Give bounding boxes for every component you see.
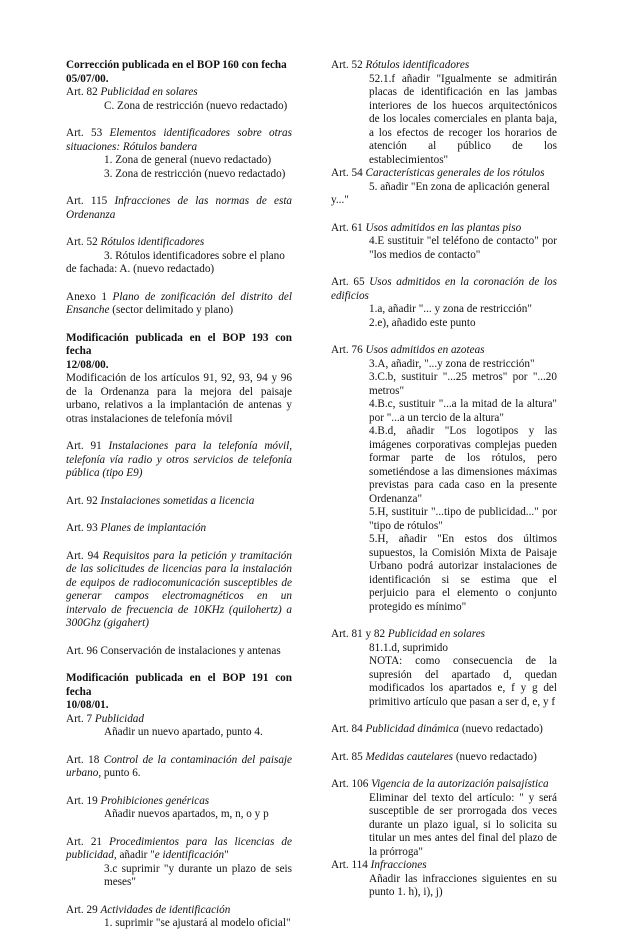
- article-81-82-note-2: NOTA: como consecuencia de la supresión del apartado d, quedan modificados los apartados e, f y g del primitivo artículo que pasan a ser d, e, y f: [369, 655, 557, 708]
- article-65-note-1: 1.a, añadir "... y zona de restricción": [369, 303, 532, 315]
- article-94-title: Requisitos para la petición y tramitación de las solicitudes de licencias para la instalación de equipos de radiocomunicación susceptibles de generar campos electromagnéticos en un intervalo de frecuencia de 10KHz (quilohertz) a 300Ghz (gigahert): [66, 549, 292, 629]
- article-18-title: Control de la contaminación del paisaje urbano,: [66, 753, 292, 779]
- article-76-note-4: 4.B.d, añadir "Los logotipos y las imágenes corporativas complejas pueden formar parte de los rótulos, pero sometiéndose a las dimensiones máximas previstas para cada caso en la presente Ordenanza": [369, 425, 557, 505]
- annex-1-title: Plano de zonificación del distrito del Ensanche: [66, 290, 292, 316]
- article-54-title: Características generales de los rótulos: [365, 167, 545, 179]
- article-91-title: Instalaciones para la telefonía móvil, telefonía vía radio y otros servicios de telefonía pública (tipo E9): [66, 440, 293, 479]
- article-114-entry: Art. 114 Infracciones Añadir las infracciones siguientes en su punto 1. h), i), j): [331, 859, 557, 898]
- article-61-note: 4.E sustituir "el teléfono de contacto" por "los medios de contacto": [369, 235, 557, 261]
- article-52-note-cont: de fachada: A. (nuevo redactado): [66, 263, 215, 275]
- article-114-note: Añadir las infracciones siguientes en su punto 1. h), i), j): [369, 872, 557, 898]
- article-53-entry: Art. 53 Elementos identificadores sobre otras situaciones: Rótulos bandera 1. Zona de general (nuevo redactado) 3. Zona de restricción (nuevo redactado): [66, 127, 293, 180]
- article-52-title: Rótulos identificadores: [100, 236, 205, 248]
- article-85-title: Medidas cautelares: [365, 750, 454, 763]
- section-heading: Modificación publicada en el BOP 193 con fecha 12/08/00.: [66, 331, 292, 371]
- article-76-title: Usos admitidos en azoteas: [365, 344, 485, 356]
- correction-bop160-section: [66, 59, 292, 113]
- article-29-title: Actividades de identificación: [100, 903, 231, 916]
- article-93-entry: Art. 93 Planes de implantación: [66, 522, 207, 534]
- modification-bop191-section: [66, 672, 292, 740]
- article-106-entry: Art. 106 Vigencia de la autorización paisajística Eliminar del texto del artículo: " y será susceptible de ser prorrogada dos veces durante un plazo igual, si lo solicita su titular un mes antes del final del plazo de la prórroga": [331, 778, 557, 858]
- article-84-title: Publicidad dinámica: [365, 723, 460, 735]
- article-7-note: Añadir un nuevo apartado, punto 4.: [104, 726, 263, 738]
- article-92-entry: Art. 92 Instalaciones sometidas a licencia: [66, 494, 255, 507]
- article-91-entry: Art. 91 Instalaciones para la telefonía móvil, telefonía vía radio y otros servicios de telefonía pública (tipo E9): [66, 440, 293, 479]
- article-81-82-note-1: 81.1.d, suprimido: [369, 641, 448, 654]
- article-61-entry: Art. 61 Usos admitidos en las plantas piso 4.E sustituir "el teléfono de contacto" por "los medios de contacto": [331, 221, 557, 261]
- section-description: Modificación de los artículos 91, 92, 93, 94 y 96 de la Ordenanza para la mejora del paisaje urbano, relativos a la implantación de antenas y otras instalaciones de telefonía móvil: [66, 372, 292, 425]
- article-76-note-6: 5.H, añadir "En estos dos últimos supuestos, la Comisión Mixta de Paisaje Urbano podrá autorizar instalaciones de identificación si se estima que el perjuicio para el elemento o conjunto protegido es mínimo": [369, 533, 557, 613]
- article-76-entry: Art. 76 Usos admitidos en azoteas 3.A, añadir, "...y zona de restricción" 3.C.b, sustituir "...25 metros" por "...20 metros" 4.B.c, sustituir "...a la mitad de la altura" por "...a un tercio de la altura" 4.B.d, añadir "Los logotipos y las imágenes corporativas complejas pueden formar parte de los rótulos, pero sometiéndose a las dimensiones máximas previstas para cada caso en la presente Ordenanza" 5.H, sustituir "...tipo de publicidad..." por "tipo de rótulos" 5.H, añadir "En estos dos últimos supuestos, la Comisión Mixta de Paisaje Urbano podrá autorizar instalaciones de identificación si se estima que el perjuicio para el elemento o conjunto protegido es mínimo": [331, 344, 557, 613]
- annex-1-entry: Anexo 1 Plano de zonificación del distrito del Ensanche (sector delimitado y plano): [66, 290, 292, 316]
- article-76-note-3: 4.B.c, sustituir "...a la mitad de la altura" por "...a un tercio de la altura": [369, 398, 557, 424]
- article-92-title: Instalaciones sometidas a licencia: [100, 494, 255, 507]
- article-53-title: Elementos identificadores sobre otras situaciones: Rótulos bandera: [66, 127, 293, 153]
- article-52-entry: Art. 52 Rótulos identificadores 52.1.f añadir "Igualmente se admitirán placas de identificación en las jambas interiores de los huecos arquitectónicos de los locales comerciales en planta baja, a los efectos de recoger los horarios de atención al público de los establecimientos": [331, 59, 557, 166]
- article-21-entry: Art. 21 Procedimientos para las licencias de publicidad, añadir "e identificación" 3.c suprimir "y durante un plazo de seis meses": [66, 835, 292, 888]
- article-61-title: Usos admitidos en las plantas piso: [365, 221, 522, 234]
- article-93-title: Planes de implantación: [100, 522, 207, 534]
- article-81-82-title: Publicidad en solares: [387, 628, 486, 640]
- article-84-entry: Art. 84 Publicidad dinámica (nuevo redactado): [331, 723, 543, 735]
- article-52-note: 3. Rótulos identificadores sobre el plano: [104, 249, 285, 262]
- article-65-entry: Art. 65 Usos admitidos en la coronación de los edificios 1.a, añadir "... y zona de restricción" 2.e), añadido este punto: [331, 276, 557, 329]
- article-7-heading: Art. 7 Publicidad: [66, 712, 144, 725]
- article-114-title: Infracciones: [370, 859, 427, 871]
- article-29-note: 1. suprimir "se ajustará al modelo oficial": [104, 917, 291, 929]
- article-54-entry: Art. 54 Características generales de los rótulos 5. añadir "En zona de aplicación general y...": [331, 167, 557, 208]
- article-53-note-2: 3. Zona de restricción (nuevo redactado): [104, 167, 286, 180]
- article-76-note-2: 3.C.b, sustituir "...25 metros" por "...20 metros": [369, 371, 557, 397]
- section-heading: Corrección publicada en el BOP 160 con fecha 05/07/00.: [66, 59, 287, 85]
- article-54-note-cont: y...": [331, 194, 349, 206]
- article-21-title: Procedimientos para las licencias de publicidad,: [66, 835, 292, 861]
- article-19-entry: Art. 19 Prohibiciones genéricas Añadir nuevos apartados, m, n, o y p: [66, 795, 292, 822]
- article-81-82-entry: Art. 81 y 82 Publicidad en solares 81.1.d, suprimido NOTA: como consecuencia de la supresión del apartado d, quedan modificados los apartados e, f y g del primitivo artículo que pasan a ser d, e, y f: [331, 628, 557, 708]
- article-85-entry: Art. 85 Medidas cautelares (nuevo redactado): [331, 750, 537, 763]
- article-52-note: 52.1.f añadir "Igualmente se admitirán placas de identificación en las jambas interiores de los huecos arquitectónicos de los locales comerciales en planta baja, a los efectos de recoger los horarios de atención al público de los establecimientos": [369, 72, 557, 166]
- article-76-note-5: 5.H, sustituir "...tipo de publicidad..." por "tipo de rótulos": [369, 506, 557, 532]
- article-19-title: Prohibiciones genéricas: [100, 794, 210, 807]
- article-106-note: Eliminar del texto del artículo: " y será susceptible de ser prorrogada dos veces durante un plazo igual, si lo solicita su titular un mes antes del final del plazo de la prórroga": [369, 791, 557, 858]
- article-82-heading: Art. 82 Publicidad en solares: [66, 86, 198, 98]
- article-94-entry: Art. 94 Requisitos para la petición y tramitación de las solicitudes de licencias para la instalación de equipos de radiocomunicación susceptibles de generar campos electromagnéticos en un intervalo de frecuencia de 10KHz (quilohertz) a 300Ghz (gigahert): [66, 549, 292, 629]
- article-96-entry: [66, 645, 292, 659]
- left-column: [66, 59, 292, 945]
- article-52-entry: Art. 52 Rótulos identificadores 3. Rótulos identificadores sobre el plano de fachada: A. (nuevo redactado): [66, 236, 292, 277]
- article-115-title: Infracciones de las normas de esta Ordenanza: [66, 195, 293, 221]
- article-52-title: Rótulos identificadores: [365, 59, 470, 71]
- modification-bop193-section: [66, 332, 292, 427]
- article-76-note-1: 3.A, añadir, "...y zona de restricción": [369, 357, 535, 370]
- article-96-text: Art. 96 Conservación de instalaciones y antenas: [66, 644, 281, 657]
- right-column: [331, 59, 557, 914]
- article-65-note-2: 2.e), añadido este punto: [369, 316, 476, 329]
- article-21-note: 3.c suprimir "y durante un plazo de seis meses": [104, 862, 292, 888]
- article-65-title: Usos admitidos en la coronación de los edificios: [331, 276, 557, 302]
- article-106-title: Vigencia de la autorización paisajística: [371, 778, 549, 790]
- article-54-note: 5. añadir "En zona de aplicación general: [369, 180, 550, 193]
- article-115-entry: Art. 115 Infracciones de las normas de esta Ordenanza: [66, 195, 293, 221]
- article-82-note: C. Zona de restricción (nuevo redactado): [104, 99, 288, 112]
- article-19-note: Añadir nuevos apartados, m, n, o y p: [104, 808, 269, 820]
- article-53-note-1: 1. Zona de general (nuevo redactado): [104, 154, 272, 166]
- section-heading: Modificación publicada en el BOP 191 con fecha 10/08/01.: [66, 672, 292, 711]
- article-18-entry: Art. 18 Control de la contaminación del paisaje urbano, punto 6.: [66, 753, 292, 779]
- article-29-entry: Art. 29 Actividades de identificación 1. suprimir "se ajustará al modelo oficial": [66, 903, 291, 929]
